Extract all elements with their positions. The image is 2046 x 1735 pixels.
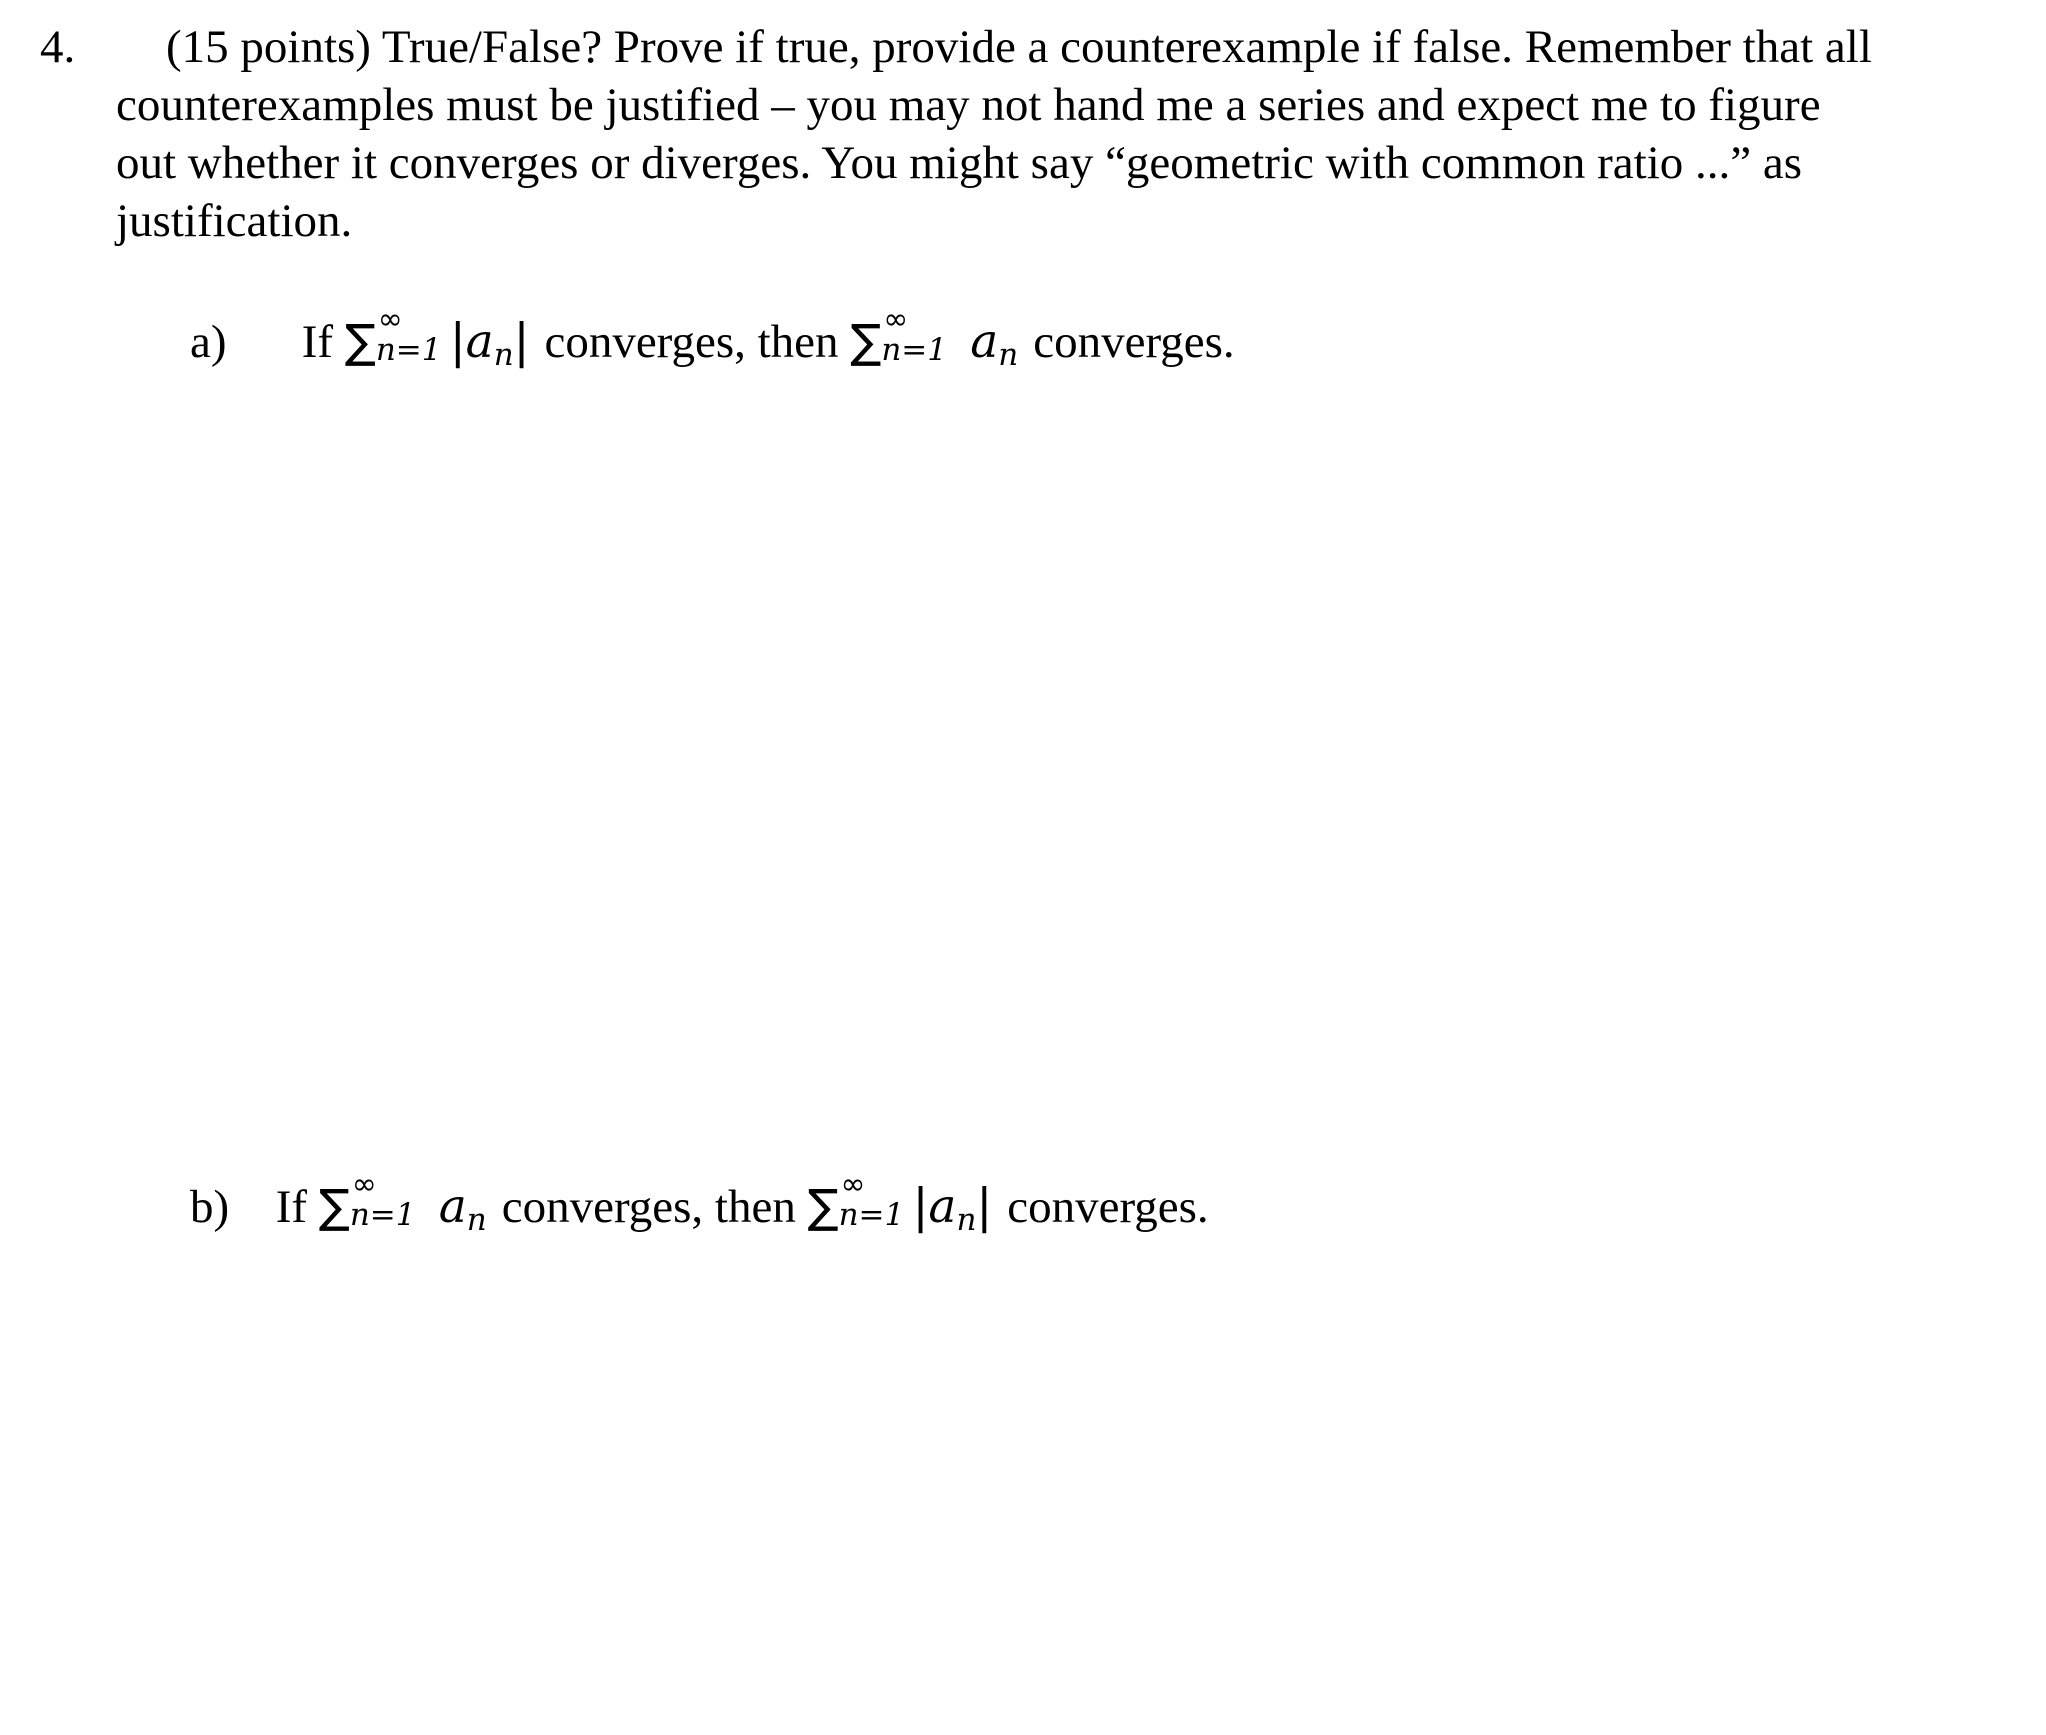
series-abs-a-n: [344, 302, 545, 373]
lower-limit: n=1: [349, 1197, 416, 1233]
upper-limit: ∞: [351, 1167, 377, 1202]
abs-bar-right: |: [513, 314, 530, 369]
prompt-line-3: out whether it converges or diverges. You might say “geometric with common ratio ...” as: [116, 137, 1803, 189]
summation-limits: [881, 302, 955, 368]
abs-bar-left: |: [912, 1179, 929, 1234]
term-a: a: [970, 314, 999, 369]
series-a-n: [850, 302, 1033, 373]
upper-limit: ∞: [840, 1167, 866, 1202]
prompt-line-2: counterexamples must be justified – you may not hand me a series and expect me to figure: [116, 79, 1821, 131]
term-subscript: n: [493, 337, 514, 373]
prompt-line-1: (15 points) True/False? Prove if true, provide a counterexample if false. Remember that all: [166, 21, 1872, 73]
lower-limit: n=1: [881, 332, 947, 368]
question-number: 4.: [40, 21, 76, 73]
part-a-if: If: [301, 316, 334, 368]
part-a-label: a): [190, 316, 227, 368]
abs-bar-right: |: [976, 1179, 993, 1234]
series-a-n: [318, 1167, 502, 1238]
part-a-converges-then: converges, then: [544, 316, 851, 368]
lower-limit: n=1: [375, 332, 442, 368]
lower-limit: n=1: [838, 1197, 905, 1233]
part-b-label: b): [190, 1181, 230, 1233]
term-subscript: n: [998, 337, 1019, 373]
term-subscript: n: [956, 1202, 977, 1238]
part-a-converges-end: converges.: [1033, 316, 1235, 368]
sigma-symbol: ∑: [850, 314, 882, 368]
upper-limit: ∞: [883, 302, 909, 337]
term-a: a: [928, 1179, 957, 1234]
part-b: [190, 1167, 1209, 1249]
prompt-line-4: justification.: [116, 195, 353, 247]
part-b-converges-end: converges.: [1007, 1181, 1209, 1233]
term-subscript: n: [466, 1202, 487, 1238]
sigma-symbol: ∑: [344, 314, 376, 368]
abs-bar-left: |: [449, 314, 466, 369]
sigma-symbol: ∑: [318, 1179, 350, 1233]
sigma-symbol: ∑: [807, 1179, 839, 1233]
series-abs-a-n: [807, 1167, 1008, 1238]
upper-limit: ∞: [377, 302, 403, 337]
part-a: [190, 302, 1235, 384]
question-prompt: [116, 18, 2016, 250]
term-a: a: [465, 314, 494, 369]
summation-limits: [349, 1167, 424, 1233]
term-a: a: [438, 1179, 467, 1234]
part-b-if: If: [275, 1181, 308, 1233]
summation-limits: [375, 302, 450, 368]
summation-limits: [838, 1167, 913, 1233]
part-b-converges-then: converges, then: [501, 1181, 808, 1233]
